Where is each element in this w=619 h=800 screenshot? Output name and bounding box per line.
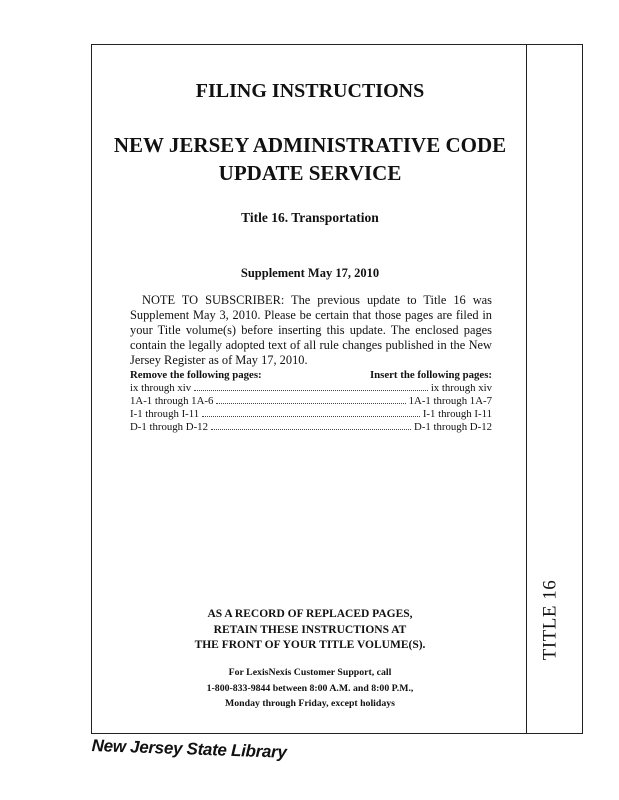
code-title-line1: NEW JERSEY ADMINISTRATIVE CODE: [113, 133, 507, 157]
title-name: Title 16. Transportation: [241, 210, 379, 225]
table-row: [130, 395, 492, 408]
record-notice: [100, 607, 520, 654]
title-tab: [516, 560, 584, 680]
support-line2: 1-800-833-9844 between 8:00 A.M. and 8:00 P.M.,: [206, 682, 414, 694]
code-title: [100, 131, 520, 187]
title-tab-label: TITLE 16: [539, 579, 561, 661]
support-line1: For LexisNexis Customer Support, call: [228, 667, 392, 678]
remove-pages: 1A-1 through 1A-6: [130, 395, 214, 407]
dot-leader: [216, 395, 405, 404]
record-notice-line3: THE FRONT OF YOUR TITLE VOLUME(S).: [194, 639, 426, 651]
remove-pages: D-1 through D-12: [130, 421, 208, 433]
support-info: [100, 665, 520, 712]
record-notice-line2: RETAIN THESE INSTRUCTIONS AT: [213, 623, 407, 636]
insert-pages: I-1 through I-11: [422, 408, 492, 420]
insert-pages: D-1 through D-12: [414, 421, 492, 433]
table-row: [130, 421, 492, 434]
code-title-line2: UPDATE SERVICE: [218, 161, 402, 185]
dot-leader: [202, 408, 420, 417]
insert-pages: 1A-1 through 1A-7: [408, 395, 492, 407]
table-row: [130, 408, 492, 421]
subscriber-note: NOTE TO SUBSCRIBER: The previous update to Title 16 was Supplement May 3, 2010. Please be certain that those pages are filed in your Title volume(s) before inserting this update. The enclosed pages contain the legally adopted text of all rule changes published in the New Jersey Register as of May 17, 2010.: [130, 293, 492, 367]
insert-header: Insert the following pages:: [369, 369, 492, 381]
table-header: [130, 369, 492, 382]
page-heading: FILING INSTRUCTIONS: [195, 80, 425, 102]
supplement-date: Supplement May 17, 2010: [240, 266, 380, 280]
remove-pages: ix through xiv: [130, 382, 192, 394]
support-line3: Monday through Friday, except holidays: [225, 698, 395, 709]
dot-leader: [194, 382, 428, 391]
dot-leader: [211, 421, 411, 430]
remove-header: Remove the following pages:: [130, 369, 262, 381]
library-stamp: New Jersey State Library: [91, 736, 287, 762]
table-row: [130, 382, 492, 395]
remove-pages: I-1 through I-11: [130, 408, 200, 420]
record-notice-line1: AS A RECORD OF REPLACED PAGES,: [207, 608, 413, 620]
insert-pages: ix through xiv: [430, 382, 492, 394]
page-replacement-table: [130, 369, 492, 434]
